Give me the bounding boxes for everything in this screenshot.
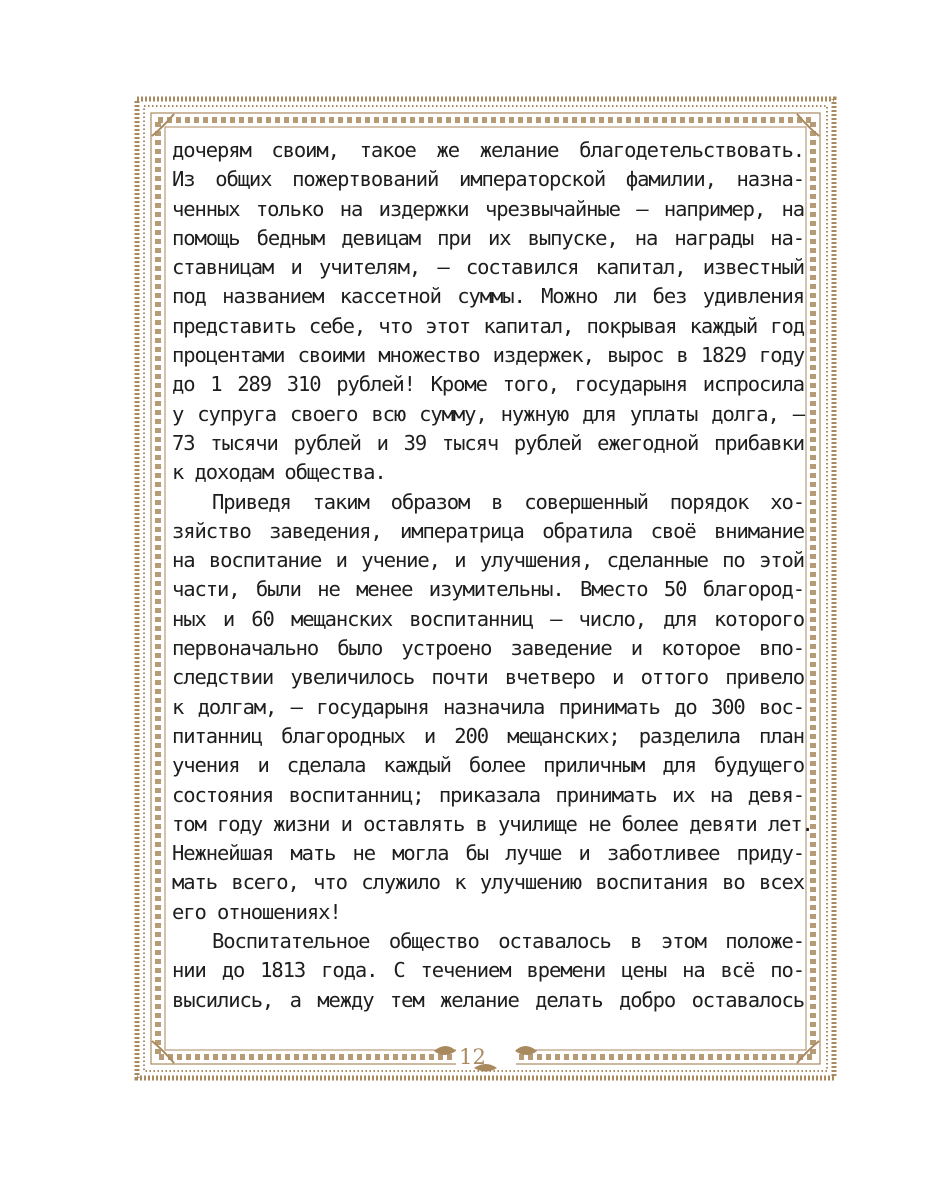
text-line: до 1 289 310 рублей! Кроме того, государыня испросила — [172, 372, 804, 397]
text-line: ченных только на издержки чрезвычайные — например, на — [172, 196, 804, 221]
text-line: представить себе, что этот капитал, покрывая каждый год — [172, 313, 804, 338]
text-line: нии до 1813 года. С течением времени цены на всё по- — [172, 958, 804, 983]
text-line: Приведя таким образом в совершенный порядок хо- — [212, 489, 804, 514]
text-line: помощь бедным девицам при их выпуске, на награды на- — [172, 225, 804, 250]
text-line: состояния воспитанниц; приказала принимать их на девя- — [172, 782, 804, 807]
text-line: к доходам общества. — [172, 460, 386, 485]
text-line: 73 тысячи рублей и 39 тысяч рублей ежегодной прибавки — [172, 430, 804, 455]
text-line: зяйство заведения, императрица обратила своё внимание — [172, 518, 804, 543]
paragraph — [172, 927, 804, 1015]
text-line: Воспитательное общество оставалось в этом положе- — [212, 929, 804, 954]
text-line: Нежнейшая мать не могла бы лучше и заботливее приду- — [172, 841, 804, 866]
text-line: у супруга своего всю сумму, нужную для уплаты долга, — — [172, 401, 804, 426]
text-line: мать всего, что служило к улучшению воспитания во всех — [172, 870, 804, 895]
page-number: 12 — [459, 1045, 486, 1069]
paragraph — [172, 136, 804, 488]
text-line: к долгам, — государыня назначила принимать до 300 вос- — [172, 694, 804, 719]
text-line: на воспитание и учение, и улучшения, сделанные по этой — [172, 548, 804, 573]
text-line: дочерям своим, такое же желание благодетельствовать. — [172, 138, 804, 162]
paragraph — [172, 488, 813, 927]
text-line: питанниц благородных и 200 мещанских; разделила план — [172, 723, 804, 748]
text-line: Из общих пожертвований императорской фамилии, назна- — [172, 167, 804, 192]
text-line: под названием кассетной суммы. Можно ли без удивления — [172, 284, 804, 309]
text-line: его отношениях! — [172, 899, 341, 924]
text-line: части, были не менее изумительны. Вместо 50 благород- — [172, 577, 804, 602]
text-line: учения и сделала каждый более приличным для будущего — [172, 753, 804, 778]
text-line: ных и 60 мещанских воспитанниц — число, для которого — [172, 606, 804, 631]
text-line: следствии увеличилось почти вчетверо и оттого привело — [172, 665, 804, 690]
text-line: ставницам и учителям, — составился капитал, известный — [172, 255, 804, 280]
text-line: процентами своими множество издержек, вырос в 1829 году — [172, 343, 804, 368]
text-line: первоначально было устроено заведение и которое впо- — [172, 636, 804, 661]
text-line: том году жизни и оставлять в училище не более девяти лет. — [172, 811, 813, 836]
text-line: высились, а между тем желание делать добро оставалось — [172, 987, 804, 1012]
body-text — [172, 136, 813, 1015]
